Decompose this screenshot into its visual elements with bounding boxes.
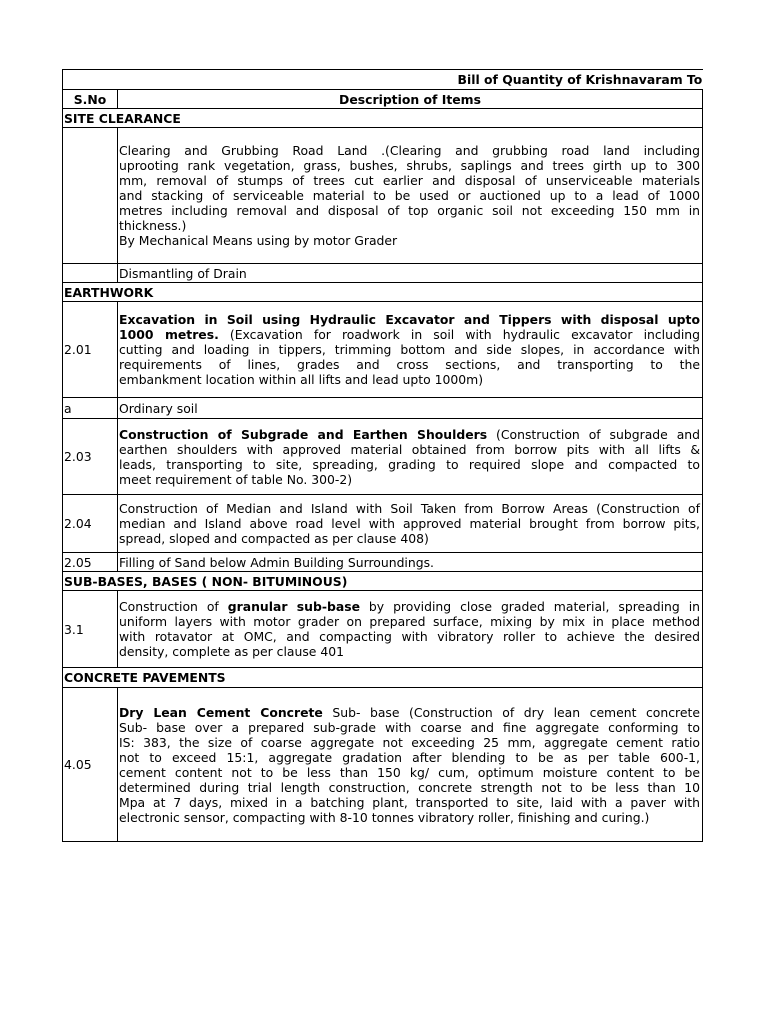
desc-text: Sub- base (Construction of dry lean cement concrete [322,704,700,720]
table-row-clearing [63,128,703,264]
row-sno: 3.1 [63,591,118,668]
desc-line: Mpa at 7 days, mixed in a batching plant, transported to site, laid with a paver with [119,794,700,810]
table-row-subgrade [63,419,703,495]
row-sno: a [63,398,118,419]
table-row-dlc [63,688,703,842]
desc-line: By Mechanical Means using by motor Grader [119,233,398,248]
desc-text: by providing close graded material, spreading in [359,599,701,614]
desc-line: determined during trial length construction, concrete strength not to be less than 10 [119,779,700,795]
desc-line: cutting and loading in tippers, trimming bottom and side slopes, in accordance with [119,342,700,357]
table-row-ordinary-soil [63,398,703,419]
boq-table [62,69,703,842]
section-row-earthwork [63,283,703,302]
row-sno: 2.04 [63,495,118,553]
header-description: Description of Items [118,90,703,109]
title-text: Bill of Quantity of Krishnavaram To [457,72,703,87]
row-sno: 4.05 [63,688,118,842]
desc-line: and stacking of serviceable material to be used or auctioned up to a lead of 1000 [119,188,700,203]
desc-line: uprooting rank vegetation, grass, bushes, shrubs, saplings and trees girth up to 300 [119,158,700,173]
boq-sheet [62,69,703,842]
section-title: EARTHWORK [63,283,703,302]
row-description [118,591,703,668]
desc-line: earthen shoulders with approved material obtained from borrow pits with all lifts & [119,441,700,457]
row-description [118,495,703,553]
row-description [118,688,703,842]
row-description: Filling of Sand below Admin Building Surroundings. [118,553,703,572]
desc-line: IS: 383, the size of coarse aggregate not exceeding 25 mm, aggregate cement ratio [119,734,700,750]
desc-bold: Construction of Subgrade and Earthen Shoulders [119,426,488,442]
desc-bold: granular sub-base [227,599,360,614]
section-title: SITE CLEARANCE [63,109,703,128]
desc-line: Sub- base over a prepared sub-grade with coarse and fine aggregate conforming to [119,719,700,735]
row-description [118,128,703,264]
row-sno: 2.01 [63,302,118,398]
table-row-dismantling [63,264,703,283]
desc-line: metres including removal and disposal of top organic soil not exceeding 150 mm in [119,203,700,218]
desc-line: embankment location within all lifts and lead upto 1000m) [119,372,484,387]
section-row-site-clearance [63,109,703,128]
row-description: Ordinary soil [118,398,703,419]
section-row-concrete [63,668,703,688]
page-title [63,70,703,90]
desc-line: meet requirement of table No. 300-2) [119,471,353,487]
desc-text: (Construction of subgrade and [487,426,701,442]
desc-line: leads, transporting to site, spreading, grading to required slope and compacted to [119,456,700,472]
desc-text: Construction of [119,599,228,614]
table-row-excavation [63,302,703,398]
desc-bold: 1000 metres. [119,327,219,342]
row-description [118,419,703,495]
header-sno: S.No [63,90,118,109]
desc-line: cement content not to be less than 150 kg/ cum, optimum moisture content to be [119,764,700,780]
section-title: SUB-BASES, BASES ( NON- BITUMINOUS) [63,572,703,591]
desc-line: thickness.) [119,218,187,233]
row-description [118,302,703,398]
desc-line: mm, removal of stumps of trees cut earlier and disposal of unserviceable materials [119,173,700,188]
row-sno: 2.03 [63,419,118,495]
header-row [63,90,703,109]
desc-line: electronic sensor, compacting with 8-10 tonnes vibratory roller, finishing and curing.) [119,809,650,825]
table-row-granular [63,591,703,668]
desc-line: Clearing and Grubbing Road Land .(Clearing and grubbing road land including [119,143,700,158]
title-row [63,70,703,90]
desc-line: spread, sloped and compacted as per clause 408) [119,531,429,546]
desc-line: median and Island above road level with approved material brought from borrow pits, [119,516,700,531]
desc-line: not to exceed 15:1, aggregate gradation after blending to be as per table 600-1, [119,749,700,765]
desc-line: uniform layers with motor grader on prepared surface, mixing by mix in place method [119,614,700,629]
desc-bold: Excavation in Soil using Hydraulic Excavator and Tippers with disposal upto [119,312,700,327]
desc-line: Construction of Median and Island with Soil Taken from Borrow Areas (Construction of [119,501,700,516]
row-sno [63,264,118,283]
desc-line: with rotavator at OMC, and compacting with vibratory roller to achieve the desired [119,629,700,644]
table-row-sand [63,553,703,572]
section-title: CONCRETE PAVEMENTS [63,668,703,688]
desc-text: (Excavation for roadwork in soil with hydraulic excavator including [218,327,700,342]
section-row-sub-bases [63,572,703,591]
desc-bold: Dry Lean Cement Concrete [119,704,323,720]
desc-line: density, complete as per clause 401 [119,644,344,659]
table-row-median [63,495,703,553]
row-sno: 2.05 [63,553,118,572]
row-sno [63,128,118,264]
row-description: Dismantling of Drain [118,264,703,283]
desc-line: requirements of lines, grades and cross sections, and transporting to the [119,357,700,372]
